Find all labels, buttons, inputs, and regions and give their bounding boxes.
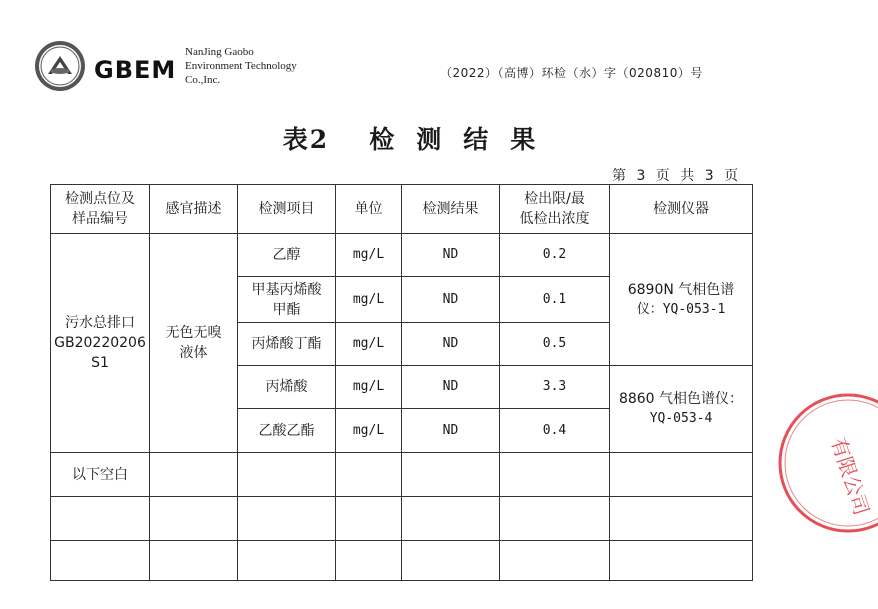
header-sample-point (51, 185, 150, 234)
result-cell: ND (402, 366, 500, 409)
empty-cell (336, 453, 402, 497)
instrument-line: YQ-053-4 (649, 411, 713, 426)
header-unit: 单位 (336, 185, 402, 234)
empty-cell (500, 453, 610, 497)
header-line: 样品编号 (72, 211, 128, 227)
empty-cell (238, 541, 336, 581)
limit-cell: 0.1 (500, 277, 610, 323)
header-limit (500, 185, 610, 234)
item-cell: 乙醇 (238, 234, 336, 277)
item-line: 甲酯 (272, 301, 301, 318)
instrument-cell (610, 366, 753, 453)
limit-cell: 0.2 (500, 234, 610, 277)
limit-cell: 0.5 (500, 323, 610, 366)
stamp-text: 有限公司 (826, 434, 874, 519)
result-cell: ND (402, 277, 500, 323)
item-cell: 乙酸乙酯 (238, 409, 336, 453)
sample-id: GB20220206 (54, 335, 146, 351)
page-title (0, 120, 840, 156)
empty-cell (150, 497, 238, 541)
empty-cell (51, 497, 150, 541)
company-line: Environment Technology (185, 60, 297, 72)
page-indicator: 第 3 页 共 3 页 (612, 168, 742, 184)
empty-cell (500, 541, 610, 581)
header-instrument: 检测仪器 (610, 185, 753, 234)
sensory-cell (150, 234, 238, 453)
header-line: 检出限/最 (524, 191, 585, 207)
table-row (51, 541, 753, 581)
unit-cell: mg/L (336, 366, 402, 409)
empty-cell (238, 497, 336, 541)
title-table-number: 表2 (282, 125, 330, 154)
result-cell: ND (402, 323, 500, 366)
company-name (185, 45, 297, 87)
instrument-line: 仪：YQ-053-1 (636, 301, 726, 317)
empty-cell (500, 497, 610, 541)
report-number: （2022）（高博）环检（水）字（020810）号 (440, 66, 703, 80)
empty-cell (402, 453, 500, 497)
empty-cell (150, 453, 238, 497)
title-text: 检测结果 (369, 125, 558, 154)
unit-cell: mg/L (336, 323, 402, 366)
blank-note-cell: 以下空白 (51, 453, 150, 497)
empty-cell (610, 497, 753, 541)
company-line: Co.,Inc. (185, 74, 221, 86)
sample-point-name: 污水总排口 (65, 315, 135, 331)
limit-cell: 3.3 (500, 366, 610, 409)
company-stamp (768, 388, 878, 538)
result-cell: ND (402, 409, 500, 453)
instrument-line: 8860 气相色谱仪： (618, 391, 744, 407)
empty-cell (238, 453, 336, 497)
item-line: 甲基丙烯酸 (251, 281, 322, 298)
empty-cell (402, 497, 500, 541)
sensory-line: 无色无嗅 (165, 325, 222, 341)
empty-cell (610, 541, 753, 581)
empty-cell (402, 541, 500, 581)
empty-cell (336, 497, 402, 541)
unit-cell: mg/L (336, 409, 402, 453)
empty-cell (51, 541, 150, 581)
table-row (51, 497, 753, 541)
result-cell: ND (402, 234, 500, 277)
company-seal-logo (34, 40, 86, 92)
company-line: NanJing Gaobo (185, 46, 254, 58)
header-line: 低检出浓度 (519, 211, 590, 227)
header-sensory: 感官描述 (150, 185, 238, 234)
sensory-line: 液体 (179, 345, 208, 361)
item-cell: 丙烯酸丁酯 (238, 323, 336, 366)
table-header-row (51, 185, 753, 234)
header-result: 检测结果 (402, 185, 500, 234)
item-cell (238, 277, 336, 323)
instrument-cell (610, 234, 753, 366)
instrument-line: 6890N 气相色谱 (627, 281, 735, 298)
brand-name: GBEM (94, 56, 177, 84)
unit-cell: mg/L (336, 277, 402, 323)
sample-point-cell (51, 234, 150, 453)
limit-cell: 0.4 (500, 409, 610, 453)
header-line: 检测点位及 (65, 191, 135, 207)
empty-cell (610, 453, 753, 497)
table-row (51, 453, 753, 497)
header-item: 检测项目 (238, 185, 336, 234)
unit-cell: mg/L (336, 234, 402, 277)
empty-cell (336, 541, 402, 581)
table-row (51, 234, 753, 277)
item-cell: 丙烯酸 (238, 366, 336, 409)
empty-cell (150, 541, 238, 581)
sample-id-suffix: S1 (91, 355, 109, 371)
results-table (50, 184, 753, 581)
